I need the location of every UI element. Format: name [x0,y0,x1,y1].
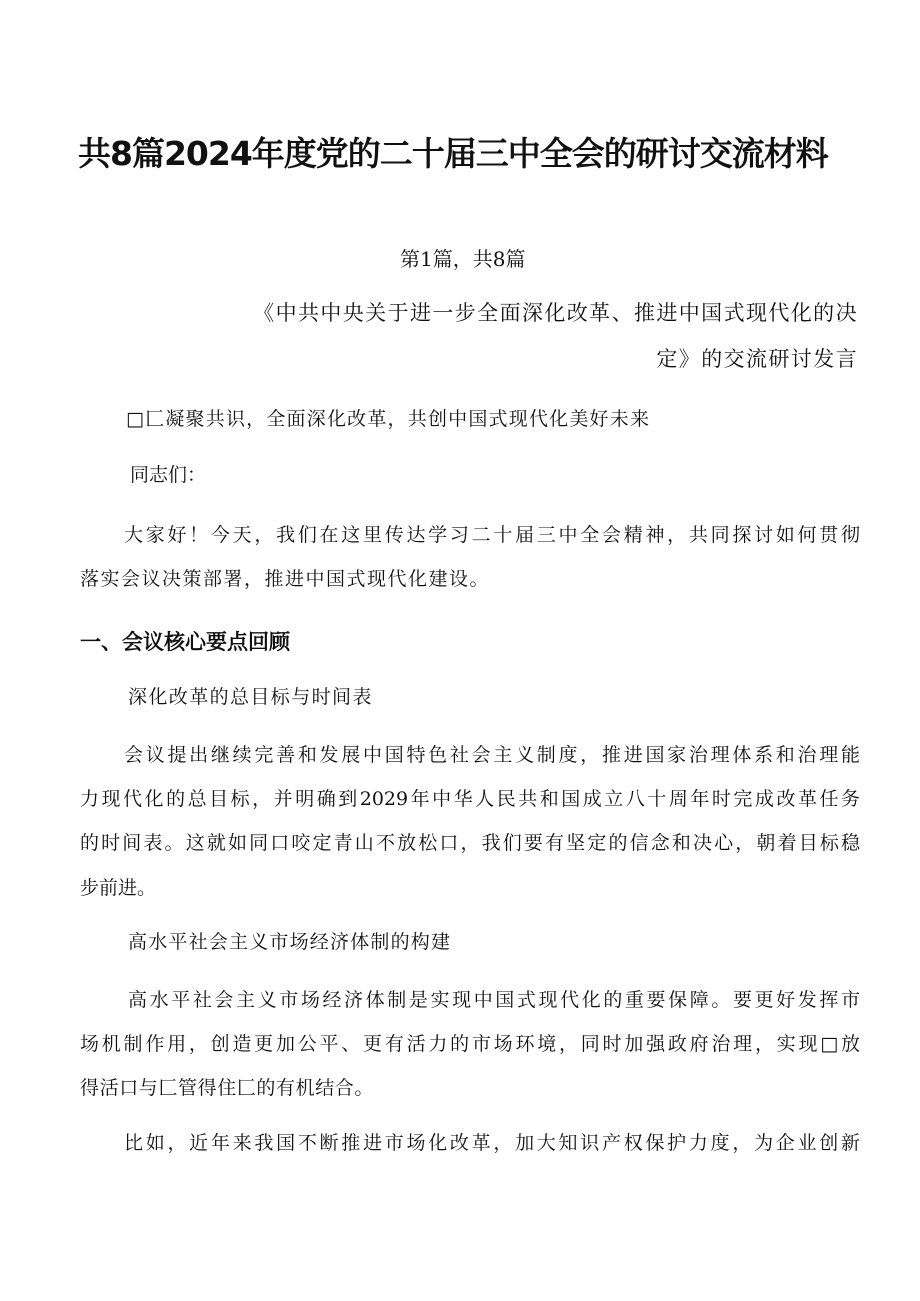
paragraph-1-line-3: 的时间表。这就如同口咬定青山不放松口，我们要有坚定的信念和决心，朝着目标稳 [80,832,860,854]
paragraph-2-line-1: 高水平社会主义市场经济体制是实现中国式现代化的重要保障。要更好发挥市 [128,989,860,1011]
article-title-line-2: 定》的交流研讨发言 [656,347,858,371]
subsection-1-title: 深化改革的总目标与时间表 [128,686,373,708]
paragraph-2-line-2: 场机制作用，创造更加公平、更有活力的市场环境，同时加强政府治理，实现□放 [80,1033,860,1055]
subsection-2-title: 高水平社会主义市场经济体制的构建 [128,931,452,953]
paragraph-1-line-2: 力现代化的总目标，并明确到2029年中华人民共和国成立八十周年时完成改革任务 [80,788,860,810]
intro-line-1: 大家好！今天，我们在这里传达学习二十届三中全会精神，共同探讨如何贯彻 [124,524,860,546]
intro-line-2: 落实会议决策部署，推进中国式现代化建设。 [80,568,491,590]
paragraph-1-line-1: 会议提出继续完善和发展中国特色社会主义制度，推进国家治理体系和治理能 [124,744,860,766]
document-title: 共8篇2024年度党的二十届三中全会的研讨交流材料 [78,134,828,173]
theme-line: □匚凝聚共识，全面深化改革，共创中国式现代化美好未来 [126,408,651,430]
paragraph-2-line-3: 得活口与匚管得住匚的有机结合。 [80,1077,375,1099]
section-1-heading: 一、会议核心要点回顾 [80,630,290,654]
paragraph-3-line-1: 比如，近年来我国不断推进市场化改革，加大知识产权保护力度，为企业创新 [124,1132,860,1154]
paragraph-1-line-4: 步前进。 [80,877,157,899]
part-label: 第1篇，共8篇 [400,247,526,271]
greeting: 同志们： [130,464,207,486]
article-title-line-1: 《中共中央关于进一步全面深化改革、推进中国式现代化的决 [253,301,858,325]
